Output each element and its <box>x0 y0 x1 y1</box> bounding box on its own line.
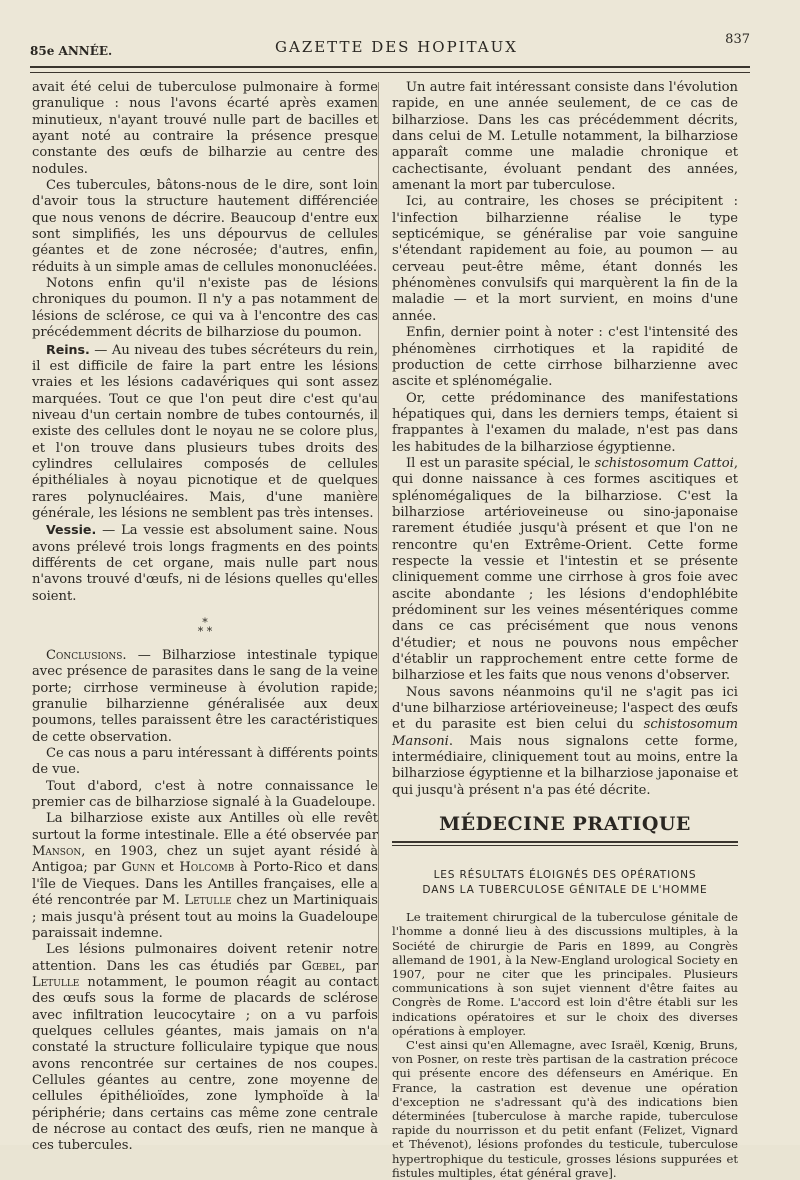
paragraph: Notons enfin qu'il n'existe pas de lésions chroniques du poumon. Il n'y a pas notamment de lésions de sclérose, ce qui va à l'encontre des cas précédemment décrits de bilharziose du poumon. <box>32 276 378 341</box>
paragraph: Tout d'abord, c'est à notre connaissance le premier cas de bilharziose signalé à la Guadeloupe. <box>32 778 378 811</box>
author-name: Letulle <box>32 974 80 990</box>
section-rule-thin <box>392 845 738 846</box>
author-name: Gunn <box>121 860 156 876</box>
right-column <box>392 80 738 1180</box>
paragraph-conclusions <box>32 648 378 746</box>
subheading-vessie: Vessie. <box>46 522 97 538</box>
paragraph <box>32 811 378 942</box>
author-name: Letulle <box>184 893 232 909</box>
paragraph: Le traitement chirurgical de la tuberculose génitale de l'homme a donné lieu à des discussions multiples, à la Société de chirurgie de Paris en 1899, au Congrès allemand de 1901, à la New-England urological Society en 1907, pour ne citer que les principales. Plusieurs communications à son sujet viennent d'être faites au Congrès de Rome. L'accord est loin d'être établi sur les indications opératoires et sur le choix des diverses opérations à employer. <box>392 910 738 1038</box>
paragraph-text: — La vessie est absolument saine. Nous avons prélevé trois longs fragments en des points différents de cet organe, mais nulle part nous n'avons trouvé d'œufs, ni de lésions quelles qu'elles soient. <box>32 523 378 604</box>
author-name: Manson <box>32 844 82 860</box>
section-rule <box>392 841 738 843</box>
paragraph-text: — Bilharziose intestinale typique avec présence de parasites dans le sang de la veine porte; cirrhose vermineuse à évolution rapide; granulie bilharzienne généralisée aux deux poumons, telles paraissent être les caractéristiques de cette observation. <box>32 648 378 745</box>
text: , par <box>341 958 378 974</box>
text: Les lésions pulmonaires doivent retenir notre attention. Dans les cas étudiés par <box>32 942 378 974</box>
article-body <box>392 910 738 1180</box>
column-divider <box>378 82 379 1097</box>
paragraph: Or, cette prédominance des manifestations hépatiques qui, dans les derniers temps, étaient si frappantes à l'examen du malade, n'est pas dans les habitudes de la bilharziose égyptienne. <box>392 390 738 455</box>
paragraph: Ces tubercules, bâtons-nous de le dire, sont loin d'avoir tous la structure hautement différenciée que nous venons de décrire. Beaucoup d'entre eux sont simplifiés, les uns dépourvus de cellules géantes et de zone nécrosée; d'autres, enfin, réduits à un simple amas de cellules mononucléées. <box>32 178 378 275</box>
paragraph <box>392 685 738 799</box>
section-separator: * * * <box>197 616 213 638</box>
left-column <box>32 80 378 1155</box>
article-title-line: LES RÉSULTATS ÉLOIGNÉS DES OPÉRATIONS <box>433 869 697 882</box>
paragraph: Enfin, dernier point à noter : c'est l'intensité des phénomènes cirrhotiques et la rapidité de production de cette cirrhose bilharzienne avec ascite et splénomégalie. <box>392 325 738 390</box>
paragraph <box>392 456 738 685</box>
text: La bilharziose existe aux Antilles où elle revêt surtout la forme intestinale. Elle a été observée par <box>32 811 378 843</box>
paragraph-text: — Au niveau des tubes sécréteurs du rein, il est difficile de faire la part entre les lésions vraies et les lésions cadavériques qui sont assez marquées. Tout ce que l'on peut dire c'est qu'au niveau d'un certain nombre de tubes contournés, il existe des cellules dont le noyau ne se colore plus, et l'on trouve dans plusieurs tubes droits des cylindres cellulaires composés de cellules épithéliales à noyau picnotique et de quelques rares polynucléaires. Mais, d'une manière générale, les lésions ne semblent pas très intenses. <box>32 342 378 521</box>
subheading-conclusions: Conclusions. <box>46 648 127 663</box>
header-rule-thin <box>30 72 750 73</box>
text: , qui donne naissance à ces formes ascitiques et splénomégaliques de la bilharziose. C'est la bilharziose artérioveineuse ou sino-japonaise rarement étudiée jusqu'à présent et que l'on ne rencontre qu'en Extrême-Orient. Cette forme respecte la vessie et l'intestin et se présente cliniquement comme une cirrhose à gros foie avec ascite abondante ; les lésions d'endophlébite prédominent sur les veines mésentériques comme dans ce cas précisément que nous venons d'étudier; et nous ne pouvons nous empêcher d'établir un rapprochement entre cette forme de bilharziose et les faits que nous venons d'observer. <box>392 455 738 684</box>
text: à Porto-Rico et dans l'île de Vieques. Dans les Antilles françaises, elle a été rencontrée par M. <box>32 860 379 909</box>
text: Il est un parasite spécial, le <box>406 455 595 471</box>
text: Nous savons néanmoins qu'il ne s'agit pas ici d'une bilharziose artérioveineuse; l'aspect des œufs et du parasite est bien celui du <box>392 684 738 733</box>
text: . Mais nous signalons cette forme, intermédiaire, cliniquement tout au moins, entre la bilharziose égyptienne et la bilharziose japonaise et qui jusqu'à présent n'a pas été décrite. <box>392 733 738 798</box>
paragraph: Ici, au contraire, les choses se précipitent : l'infection bilharzienne réalise le type septicémique, se généralise par voie sanguine s'étendant rapidement au foie, au poumon — au cerveau peut-être même, étant donnés les phénomènes convulsifs qui marquèrent la fin de la maladie — et la mort survient, en moins d'une année. <box>392 194 738 324</box>
subheading-reins: Reins. <box>46 341 90 357</box>
paragraph: avait été celui de tuberculose pulmonaire à forme granulique : nous l'avons écarté après examen minutieux, n'ayant trouvé nulle part de bacilles et ayant noté au contraire la présence presque constante des œufs de bilharzie au centre des nodules. <box>32 80 378 177</box>
article-title-line: DANS LA TUBERCULOSE GÉNITALE DE L'HOMME <box>422 884 708 897</box>
text: , en 1903, chez un sujet ayant résidé à Antigoa; par <box>32 844 378 876</box>
paragraph: C'est ainsi qu'en Allemagne, avec Israël, Kœnig, Bruns, von Posner, on reste très partisan de la castration précoce qui présente encore des défenseurs en Amérique. En France, la castration est devenue une opération d'exception ne s'adressant qu'à des indications bien déterminées [tuberculose à marche rapide, tuberculose rapide du nourrisson et du petit enfant (Felizet, Vignard et Thévenot), lésions profondes du testicule, tuberculose hypertrophique du testicule, grosses lésions suppurées et fistules multiples, état général grave]. <box>392 1037 738 1180</box>
issue-year: 85e ANNÉE. <box>30 44 113 58</box>
author-name: Gœbel <box>301 958 342 974</box>
species-name: schistosomum Cattoi <box>594 455 734 471</box>
paragraph-vessie <box>32 522 378 605</box>
page-number: 837 <box>725 32 750 47</box>
paragraph <box>32 942 378 1154</box>
article-title <box>392 868 738 898</box>
text: chez un Martiniquais ; mais jusqu'à présent tout au moins la Guadeloupe paraissait indemne. <box>32 893 378 941</box>
species-name: schistosomum Mansoni <box>392 717 738 749</box>
paragraph-reins <box>32 342 378 523</box>
journal-title: GAZETTE DES HOPITAUX <box>275 38 518 56</box>
paragraph: Ce cas nous a paru intéressant à différents points de vue. <box>32 746 378 778</box>
text: et <box>155 860 180 876</box>
paragraph: Un autre fait intéressant consiste dans l'évolution rapide, en une année seulement, de ce cas de bilharziose. Dans les cas précédemment décrits, dans celui de M. Letulle notamment, la bilharziose apparaît comme une maladie chronique et cachectisante, évoluant pendant des années, amenant la mort par tuberculose. <box>392 80 738 194</box>
page-header <box>30 28 750 64</box>
section-title: MÉDECINE PRATIQUE <box>439 813 691 836</box>
author-name: Holcomb <box>179 860 235 876</box>
header-rule <box>30 66 750 68</box>
text: notamment, le poumon réagit au contact des œufs sous la forme de placards de sclérose avec infiltration leucocytaire ; on a vu parfois quelques cellules géantes, mais jamais on n'a constaté la structure folliculaire typique que nous avons rencontrée sur certaines de nos coupes. Cellules géantes au centre, zone moyenne de cellules épithélioïdes, zone lymphoïde à la périphérie; dans certains cas même zone centrale de nécrose au contact des œufs, rien ne manque à ces tubercules. <box>32 974 378 1154</box>
